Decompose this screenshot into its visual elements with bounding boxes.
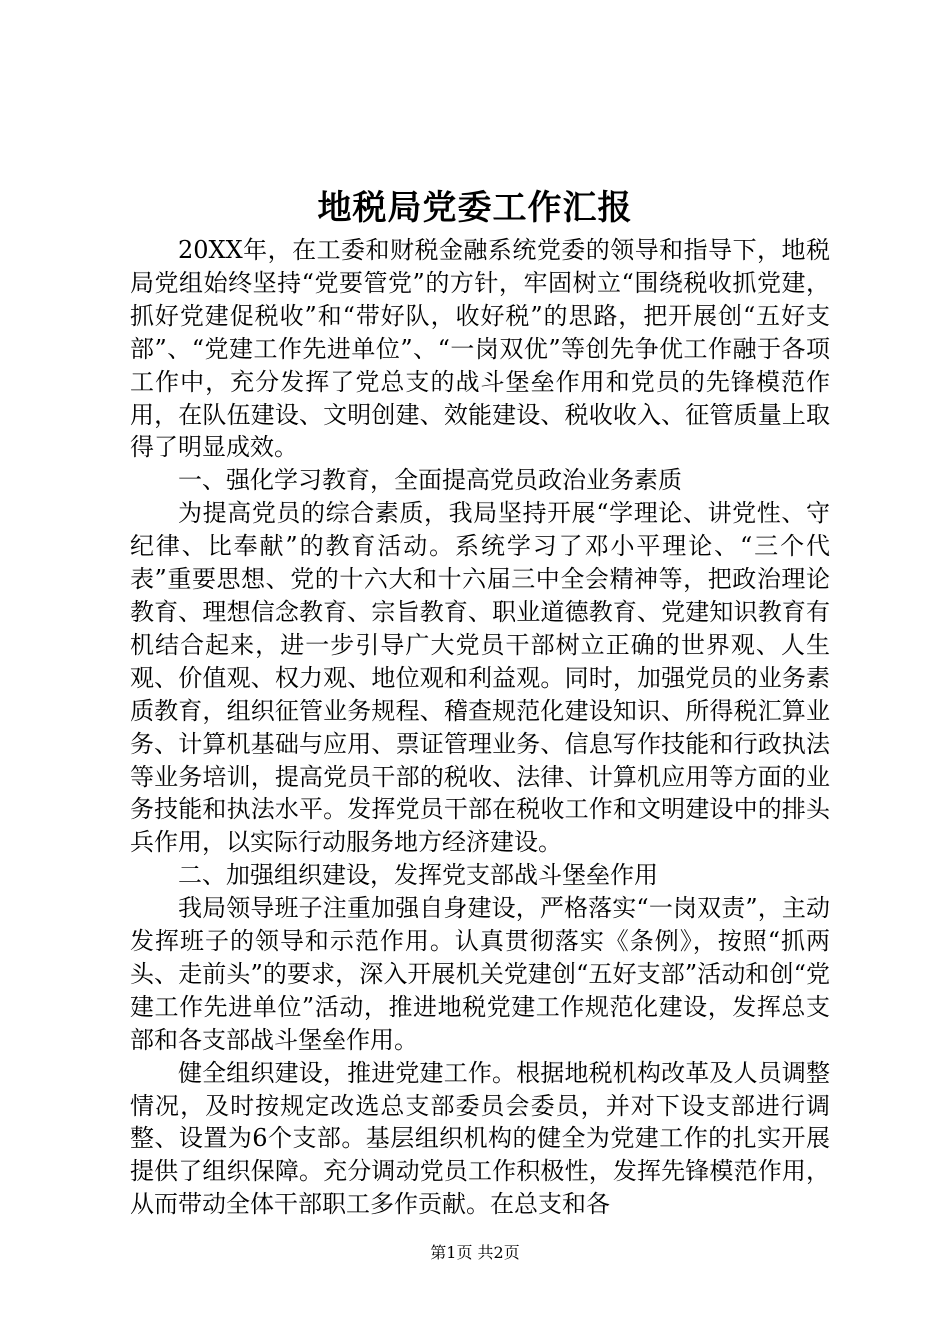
document-body (130, 234, 830, 1221)
paragraph-intro: 20XX年，在工委和财税金融系统党委的领导和指导下，地税局党组始终坚持“党要管党”的方针，牢固树立“围绕税收抓党建，抓好党建促税收”和“带好队，收好税”的思路，把开展创“五好支部”、“党建工作先进单位”、“一岗双优”等创先争优工作融于各项工作中，充分发挥了党总支的战斗堡垒作用和党员的先锋模范作用，在队伍建设、文明创建、效能建设、税收收入、征管质量上取得了明显成效。 (130, 236, 830, 462)
paragraph-section-2a: 我局领导班子注重加强自身建设，严格落实“一岗双责”，主动发挥班子的领导和示范作用。认真贯彻落实《条例》，按照“抓两头、走前头”的要求，深入开展机关党建创“五好支部”活动和创“党建工作先进单位”活动，推进地税党建工作规范化建设，发挥总支部和各支部战斗堡垒作用。 (130, 894, 830, 1054)
page-footer: 第1页 共2页 (430, 1243, 520, 1262)
paragraph-section-1: 为提高党员的综合素质，我局坚持开展“学理论、讲党性、守纪律、比奉献”的教育活动。系统学习了邓小平理论、“三个代表”重要思想、党的十六大和十六届三中全会精神等，把政治理论教育、理想信念教育、宗旨教育、职业道德教育、党建知识教育有机结合起来，进一步引导广大党员干部树立正确的世界观、人生观、价值观、权力观、地位观和利益观。同时，加强党员的业务素质教育，组织征管业务规程、稽查规范化建设知识、所得税汇算业务、计算机基础与应用、票证管理业务、信息写作技能和行政执法等业务培训，提高党员干部的税收、法律、计算机应用等方面的业务技能和执法水平。发挥党员干部在税收工作和文明建设中的排头兵作用，以实际行动服务地方经济建设。 (130, 499, 830, 857)
section-heading-1: 一、强化学习教育，全面提高党员政治业务素质 (178, 466, 682, 495)
section-heading-2: 二、加强组织建设，发挥党支部战斗堡垒作用 (178, 861, 658, 890)
document-title: 地税局党委工作汇报 (317, 188, 633, 228)
paragraph-section-2b: 健全组织建设，推进党建工作。根据地税机构改革及人员调整情况，及时按规定改选总支部委员会委员，并对下设支部进行调整、设置为6个支部。基层组织机构的健全为党建工作的扎实开展提供了组织保障。充分调动党员工作积极性，发挥先锋模范作用，从而带动全体干部职工多作贡献。在总支和各 (130, 1058, 830, 1219)
